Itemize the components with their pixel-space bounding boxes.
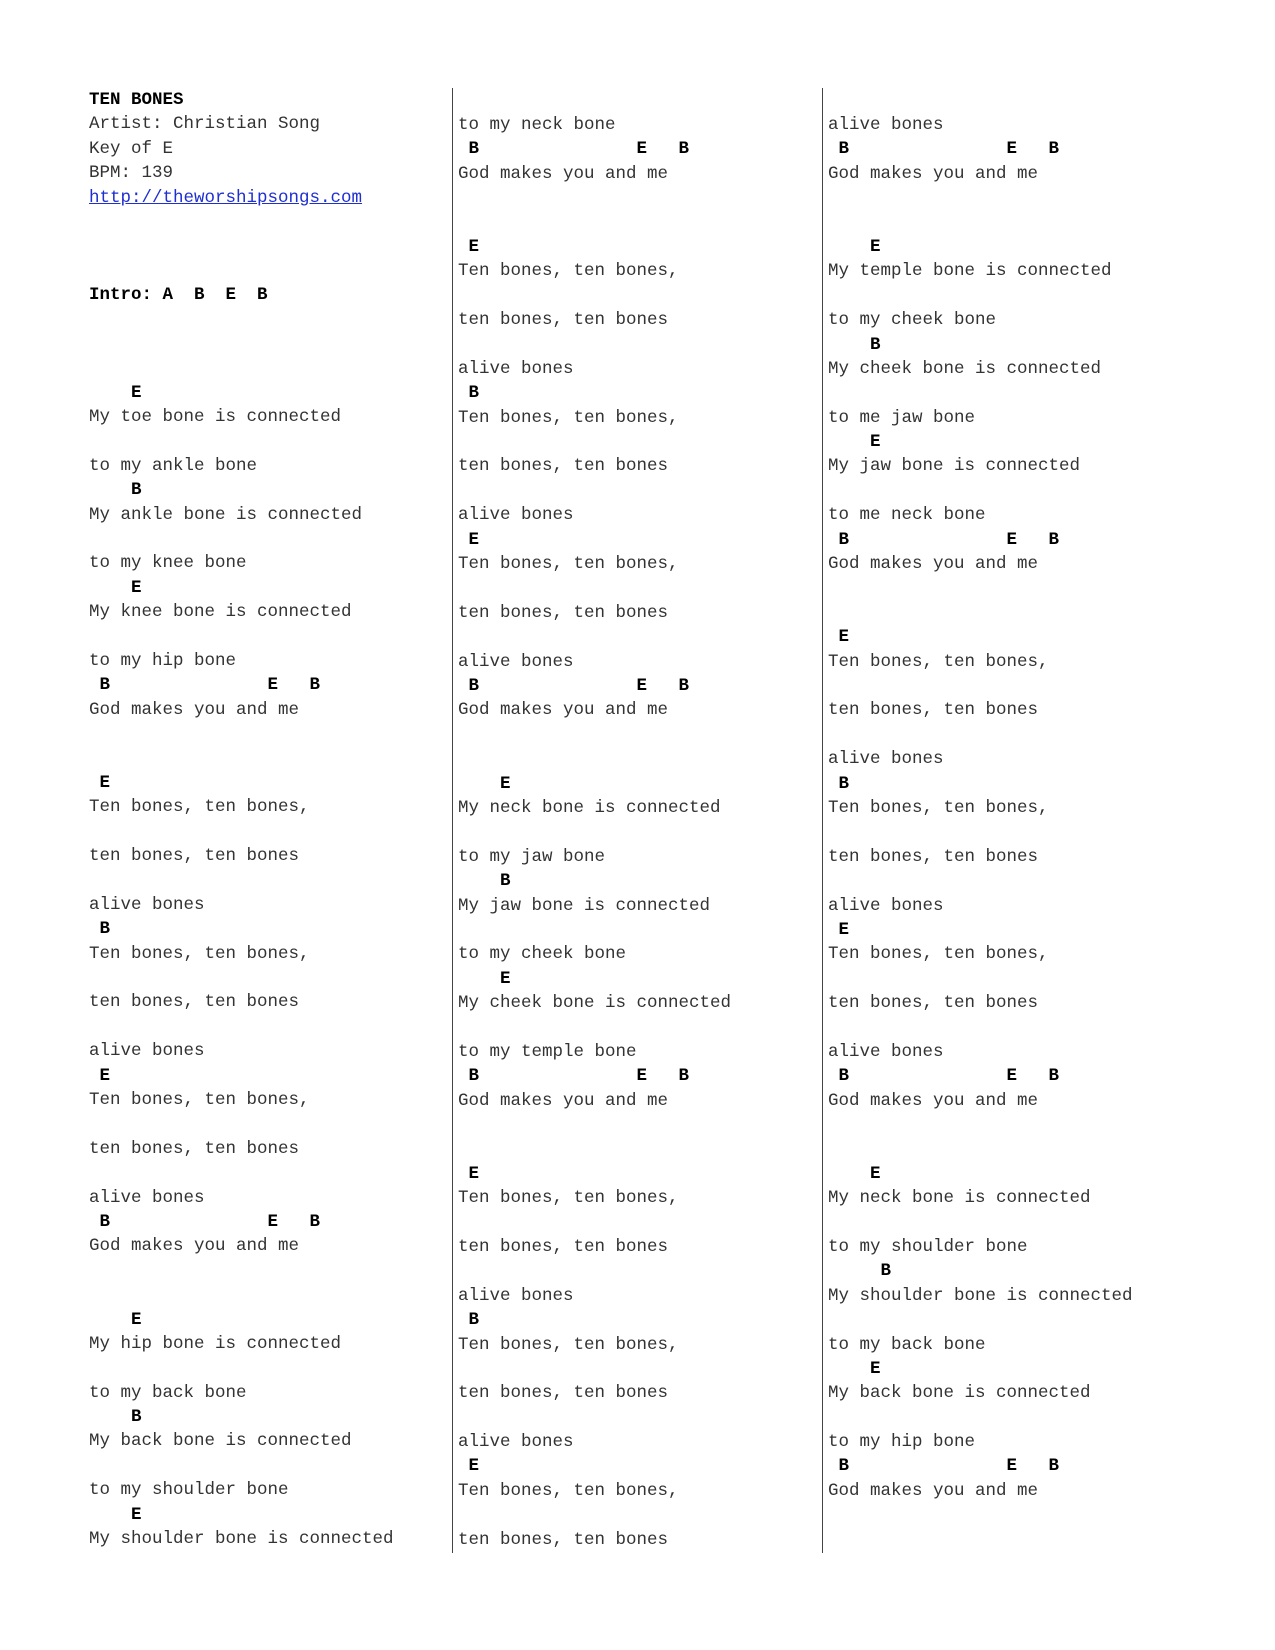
lyric-line: to my temple bone bbox=[458, 1041, 637, 1062]
chord-line: B E B bbox=[458, 139, 690, 160]
lyric-line: alive bones bbox=[89, 1187, 205, 1208]
lyric-line: to my hip bone bbox=[89, 650, 237, 671]
song-artist: Artist: Christian Song bbox=[89, 114, 321, 135]
lyric-line: My neck bone is connected bbox=[828, 1188, 1091, 1209]
blank-line bbox=[89, 747, 394, 771]
blank-line bbox=[89, 527, 394, 551]
lyric-line: alive bones bbox=[458, 1285, 574, 1306]
chord-line: E bbox=[828, 919, 850, 940]
blank-line bbox=[458, 1211, 731, 1235]
chord-line: B E B bbox=[458, 675, 690, 696]
song-key: Key of E bbox=[89, 138, 174, 159]
lyric-line: My shoulder bone is connected bbox=[828, 1285, 1133, 1306]
column-divider bbox=[822, 88, 823, 1553]
blank-line bbox=[89, 429, 394, 453]
lyric-line: to my shoulder bone bbox=[828, 1236, 1028, 1257]
lyric-line: alive bones bbox=[458, 505, 574, 526]
blank-line bbox=[458, 1137, 731, 1161]
chord-line: B E B bbox=[828, 1456, 1060, 1477]
lyric-line: My knee bone is connected bbox=[89, 602, 352, 623]
lyric-line: ten bones, ten bones bbox=[89, 992, 300, 1013]
lyric-line: ten bones, ten bones bbox=[458, 1383, 669, 1404]
blank-line bbox=[458, 1503, 731, 1527]
lyric-line: My cheek bone is connected bbox=[458, 993, 732, 1014]
chord-line: B bbox=[458, 871, 511, 892]
blank-line bbox=[89, 966, 394, 990]
lyric-line: God makes you and me bbox=[89, 1236, 300, 1257]
lyric-line: God makes you and me bbox=[89, 699, 300, 720]
chord-line: B bbox=[89, 480, 142, 501]
lyric-line: to my jaw bone bbox=[458, 846, 606, 867]
blank-line bbox=[89, 1356, 394, 1380]
column-divider bbox=[452, 88, 453, 1553]
chord-line: B E B bbox=[828, 1066, 1060, 1087]
lyric-line: alive bones bbox=[828, 895, 944, 916]
blank-line bbox=[89, 869, 394, 893]
lyric-line: My jaw bone is connected bbox=[458, 895, 711, 916]
lyric-line: to my hip bone bbox=[828, 1432, 976, 1453]
chord-line: B E B bbox=[89, 1211, 321, 1232]
blank-line bbox=[89, 722, 394, 746]
chord-line: E bbox=[458, 773, 511, 794]
lyric-line: alive bones bbox=[458, 651, 574, 672]
lyric-line: alive bones bbox=[89, 894, 205, 915]
lyrics-column-3 bbox=[828, 113, 1133, 1503]
lyric-line: to my neck bone bbox=[458, 115, 616, 135]
blank-line bbox=[828, 381, 1133, 405]
song-title: TEN BONES bbox=[89, 90, 184, 110]
chord-line: B bbox=[89, 919, 111, 940]
lyric-line: My back bone is connected bbox=[828, 1383, 1091, 1404]
blank-line bbox=[828, 284, 1133, 308]
blank-line bbox=[89, 1015, 394, 1039]
chord-line: B bbox=[458, 1310, 480, 1331]
lyric-line: ten bones, ten bones bbox=[458, 1529, 669, 1550]
lyric-line: God makes you and me bbox=[458, 1090, 669, 1111]
chord-line: E bbox=[458, 968, 511, 989]
chord-line: E bbox=[828, 432, 881, 453]
lyric-line: My shoulder bone is connected bbox=[89, 1529, 394, 1550]
lyric-line: alive bones bbox=[828, 749, 944, 770]
blank-line bbox=[458, 625, 731, 649]
blank-line bbox=[828, 967, 1133, 991]
website-link[interactable]: http://theworshipsongs.com bbox=[89, 187, 363, 208]
lyric-line: God makes you and me bbox=[458, 700, 669, 721]
blank-line bbox=[828, 1113, 1133, 1137]
lyrics-column-2 bbox=[458, 113, 731, 1552]
blank-line bbox=[458, 186, 731, 210]
lyric-line: Ten bones, ten bones, bbox=[89, 943, 310, 964]
lyric-line: Ten bones, ten bones, bbox=[458, 1480, 679, 1501]
blank-line bbox=[458, 211, 731, 235]
blank-line bbox=[828, 674, 1133, 698]
chord-line: B E B bbox=[828, 139, 1060, 160]
lyric-line: to me neck bone bbox=[828, 505, 986, 526]
chord-line: E bbox=[458, 529, 480, 550]
blank-line bbox=[458, 1015, 731, 1039]
lyric-line: ten bones, ten bones bbox=[828, 700, 1039, 721]
blank-line bbox=[828, 1406, 1133, 1430]
lyric-line: My neck bone is connected bbox=[458, 797, 721, 818]
lyric-line: Ten bones, ten bones, bbox=[828, 944, 1049, 965]
blank-line bbox=[458, 1113, 731, 1137]
blank-line bbox=[458, 430, 731, 454]
lyric-line: God makes you and me bbox=[828, 554, 1039, 575]
blank-line bbox=[828, 1015, 1133, 1039]
lyric-line: ten bones, ten bones bbox=[458, 310, 669, 331]
blank-line bbox=[89, 1161, 394, 1185]
lyric-line: Ten bones, ten bones, bbox=[458, 1334, 679, 1355]
lyric-line: My jaw bone is connected bbox=[828, 456, 1081, 477]
blank-line bbox=[89, 1259, 394, 1283]
blank-line bbox=[89, 234, 394, 258]
blank-line bbox=[458, 820, 731, 844]
lyric-line: alive bones bbox=[458, 358, 574, 379]
lyric-line: Ten bones, ten bones, bbox=[828, 797, 1049, 818]
lyric-line: ten bones, ten bones bbox=[828, 993, 1039, 1014]
lyric-line: God makes you and me bbox=[458, 163, 669, 184]
chord-line: E bbox=[458, 236, 480, 257]
blank-line bbox=[458, 1406, 731, 1430]
blank-line bbox=[89, 820, 394, 844]
blank-line bbox=[828, 1211, 1133, 1235]
blank-line bbox=[828, 186, 1133, 210]
lyric-line: to my back bone bbox=[828, 1334, 986, 1355]
lyric-line: Ten bones, ten bones, bbox=[89, 797, 310, 818]
blank-line bbox=[89, 308, 394, 332]
blank-line bbox=[458, 723, 731, 747]
lyric-line: to my shoulder bone bbox=[89, 1480, 289, 1501]
blank-line bbox=[89, 1283, 394, 1307]
lyric-line: God makes you and me bbox=[828, 1480, 1039, 1501]
chord-line: B bbox=[828, 1261, 892, 1282]
lyric-line: My temple bone is connected bbox=[828, 261, 1112, 282]
chord-line: E bbox=[458, 1456, 480, 1477]
blank-line bbox=[89, 332, 394, 356]
blank-line bbox=[458, 1259, 731, 1283]
chord-line: E bbox=[89, 772, 111, 793]
blank-line bbox=[458, 918, 731, 942]
lyric-line: alive bones bbox=[828, 1041, 944, 1062]
lyric-line: My back bone is connected bbox=[89, 1431, 352, 1452]
blank-line bbox=[828, 1137, 1133, 1161]
chord-line: E bbox=[458, 1163, 480, 1184]
blank-line bbox=[828, 723, 1133, 747]
chord-line: E bbox=[89, 1309, 142, 1330]
blank-line bbox=[458, 479, 731, 503]
lyric-line: ten bones, ten bones bbox=[458, 1236, 669, 1257]
chord-line: B E B bbox=[89, 675, 321, 696]
chord-line: B E B bbox=[828, 529, 1060, 550]
lyric-line: alive bones bbox=[458, 1432, 574, 1453]
lyric-line: God makes you and me bbox=[828, 1090, 1039, 1111]
lyric-line: Ten bones, ten bones, bbox=[458, 1188, 679, 1209]
blank-line bbox=[828, 211, 1133, 235]
blank-line bbox=[89, 625, 394, 649]
chord-line: E bbox=[89, 1504, 142, 1525]
blank-line bbox=[458, 284, 731, 308]
lyric-line: Ten bones, ten bones, bbox=[458, 261, 679, 282]
blank-line bbox=[828, 601, 1133, 625]
blank-line bbox=[828, 1308, 1133, 1332]
lyric-line: My toe bone is connected bbox=[89, 407, 342, 428]
lyric-line: ten bones, ten bones bbox=[458, 602, 669, 623]
blank-line bbox=[458, 1357, 731, 1381]
lyric-line: ten bones, ten bones bbox=[89, 846, 300, 867]
lyric-line: Ten bones, ten bones, bbox=[458, 554, 679, 575]
chord-line: B bbox=[828, 334, 881, 355]
lyric-line: alive bones bbox=[828, 115, 944, 135]
lyric-line: to my back bone bbox=[89, 1382, 247, 1403]
lyric-line: Ten bones, ten bones, bbox=[89, 1090, 310, 1111]
chord-line: E bbox=[828, 236, 881, 257]
lyric-line: to my knee bone bbox=[89, 553, 247, 574]
chord-line: E bbox=[828, 1163, 881, 1184]
blank-line bbox=[89, 1112, 394, 1136]
chord-line: E bbox=[89, 382, 142, 403]
blank-line bbox=[458, 576, 731, 600]
chord-line: E bbox=[89, 577, 142, 598]
blank-line bbox=[828, 820, 1133, 844]
lyric-line: to my cheek bone bbox=[458, 944, 627, 965]
lyric-line: to my cheek bone bbox=[828, 310, 997, 331]
blank-line bbox=[828, 576, 1133, 600]
lyric-line: alive bones bbox=[89, 1041, 205, 1062]
chord-line: E bbox=[828, 627, 850, 648]
blank-line bbox=[828, 869, 1133, 893]
chord-line: E bbox=[828, 1358, 881, 1379]
lyric-line: My cheek bone is connected bbox=[828, 358, 1102, 379]
song-bpm: BPM: 139 bbox=[89, 163, 174, 184]
blank-line bbox=[828, 479, 1133, 503]
chord-line: B bbox=[828, 773, 850, 794]
blank-line bbox=[89, 259, 394, 283]
blank-line bbox=[89, 210, 394, 234]
lyric-line: to me jaw bone bbox=[828, 407, 976, 428]
lyric-line: ten bones, ten bones bbox=[828, 846, 1039, 867]
blank-line bbox=[458, 747, 731, 771]
chord-line: B bbox=[458, 383, 480, 404]
chord-line: E bbox=[89, 1065, 111, 1086]
lyric-line: to my ankle bone bbox=[89, 455, 258, 476]
chord-line: B E B bbox=[458, 1066, 690, 1087]
blank-line bbox=[458, 333, 731, 357]
lyric-line: My hip bone is connected bbox=[89, 1333, 342, 1354]
lyric-line: ten bones, ten bones bbox=[89, 1138, 300, 1159]
intro-chords: Intro: A B E B bbox=[89, 285, 268, 306]
lyric-line: ten bones, ten bones bbox=[458, 456, 669, 477]
lyrics-column-1 bbox=[89, 88, 394, 1551]
lyric-line: Ten bones, ten bones, bbox=[828, 651, 1049, 672]
lyric-line: God makes you and me bbox=[828, 163, 1039, 184]
blank-line bbox=[89, 356, 394, 380]
chord-line: B bbox=[89, 1407, 142, 1428]
blank-line bbox=[89, 1454, 394, 1478]
lyric-line: Ten bones, ten bones, bbox=[458, 407, 679, 428]
lyric-line: My ankle bone is connected bbox=[89, 504, 363, 525]
